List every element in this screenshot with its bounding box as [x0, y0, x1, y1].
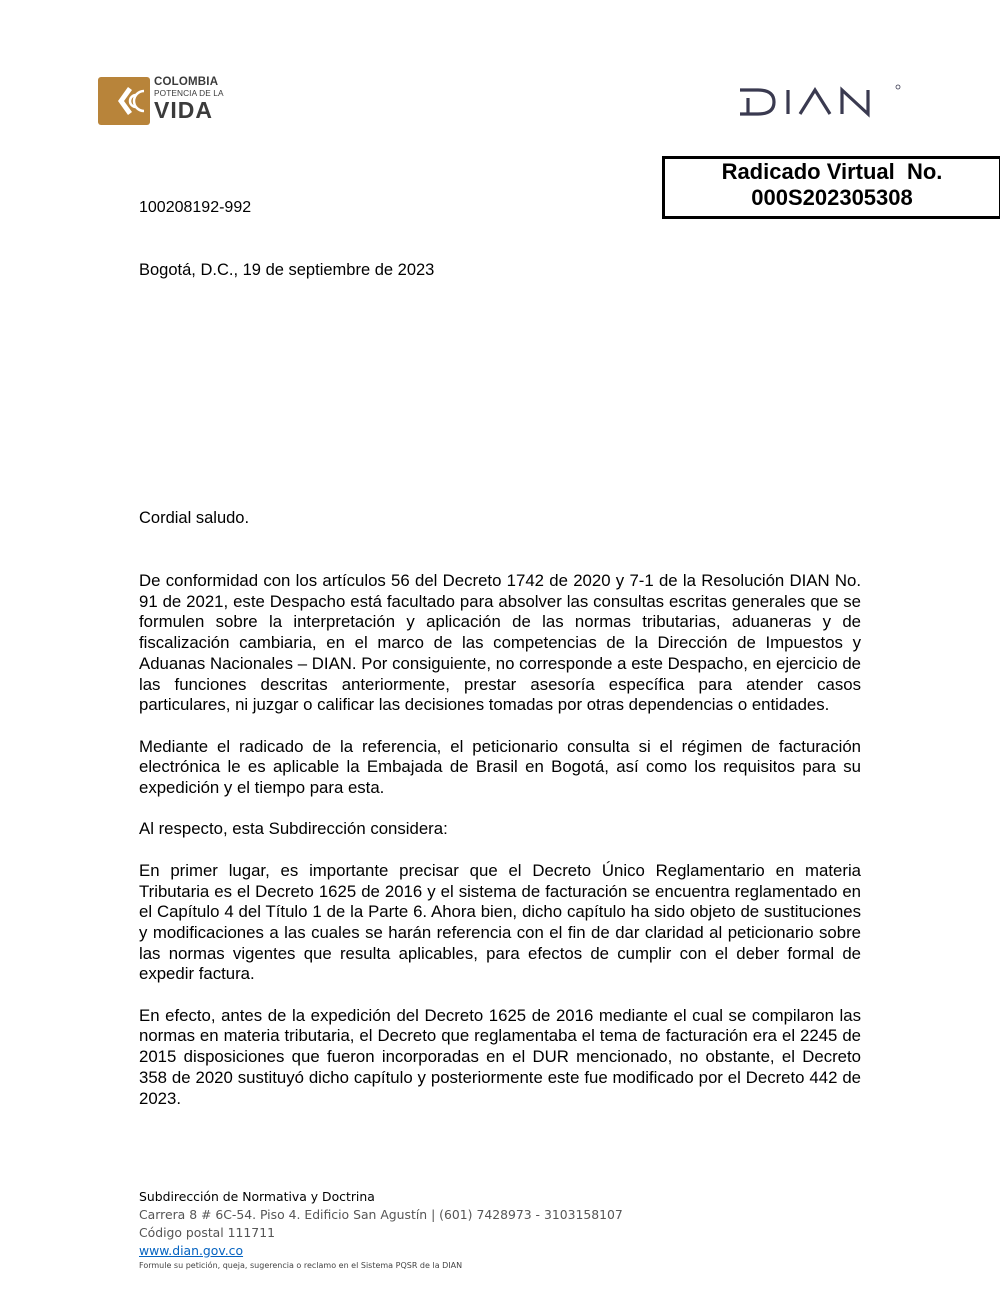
letter-body — [139, 571, 861, 1130]
radicado-number: 000S202305308 — [751, 185, 913, 210]
logo-line-colombia: COLOMBIA — [154, 76, 219, 88]
footer-pqsr-note: Formule su petición, queja, sugerencia o reclamo en el Sistema PQSR de la DIAN — [139, 1261, 463, 1270]
greeting: Cordial saludo. — [139, 509, 250, 527]
footer-postal-code: Código postal 111711 — [139, 1225, 275, 1240]
footer — [139, 1188, 623, 1272]
colombia-logo-mark-icon — [98, 77, 150, 125]
paragraph: Al respecto, esta Subdirección considera: — [139, 819, 448, 839]
paragraph: Mediante el radicado de la referencia, el peticionario consulta si el régimen de facturación electrónica le es aplicable la Embajada de Brasil en Bogotá, así como los requisitos para su expedición y el tiempo para esta. — [139, 736, 861, 798]
radicado-title: Radicado Virtual No. — [721, 159, 943, 184]
footer-website-link[interactable]: www.dian.gov.co — [139, 1243, 244, 1258]
logo-line-vida: VIDA — [154, 97, 213, 123]
date-line: Bogotá, D.C., 19 de septiembre de 2023 — [139, 261, 435, 279]
colombia-logo-text — [154, 76, 224, 122]
footer-address: Carrera 8 # 6C-54. Piso 4. Edificio San Agustín | (601) 7428973 - 3103158107 — [139, 1207, 623, 1222]
logo-line-potencia: POTENCIA DE LA — [154, 88, 224, 98]
radicado-box — [662, 156, 1000, 219]
document-reference: 100208192-992 — [139, 199, 252, 216]
dian-wordmark-icon — [738, 84, 903, 120]
dian-logo — [738, 84, 903, 120]
paragraph: En primer lugar, es importante precisar que el Decreto Único Reglamentario en materia Tributaria es el Decreto 1625 de 2016 y el sistema de facturación se encuentra reglamentado en el Capítulo 4 del Título 1 de la Parte 6. Ahora bien, dicho capítulo ha sido objeto de sustituciones y modificaciones a las cuales se harán referencia con el fin de dar claridad al peticionario sobre las normas vigentes que resulta aplicables, para efectos de cumplir con el deber formal de expedir factura. — [139, 860, 861, 984]
paragraph: De conformidad con los artículos 56 del Decreto 1742 de 2020 y 7-1 de la Resolución DIAN No. 91 de 2021, este Despacho está facultado para absolver las consultas escritas generales que se formulen sobre la interpretación y aplicación de las normas tributarias, aduaneras y de fiscalización cambiaria, en el marco de las competencias de la Dirección de Impuestos y Aduanas Nacionales – DIAN. Por consiguiente, no corresponde a este Despacho, en ejercicio de las funciones descritas anteriormente, prestar asesoría específica para atender casos particulares, ni juzgar o calificar las decisiones tomadas por otras dependencias o entidades. — [139, 571, 861, 715]
paragraph: En efecto, antes de la expedición del Decreto 1625 de 2016 mediante el cual se compilaron las normas en materia tributaria, el Decreto que reglamentaba el tema de facturación era el 2245 de 2015 disposiciones que fueron incorporadas en el DUR mencionado, no obstante, el Decreto 358 de 2020 sustituyó dicho capítulo y posteriormente este fue modificado por el Decreto 442 de 2023. — [139, 1005, 861, 1108]
footer-department: Subdirección de Normativa y Doctrina — [139, 1189, 375, 1204]
colombia-potencia-vida-logo — [98, 76, 238, 126]
